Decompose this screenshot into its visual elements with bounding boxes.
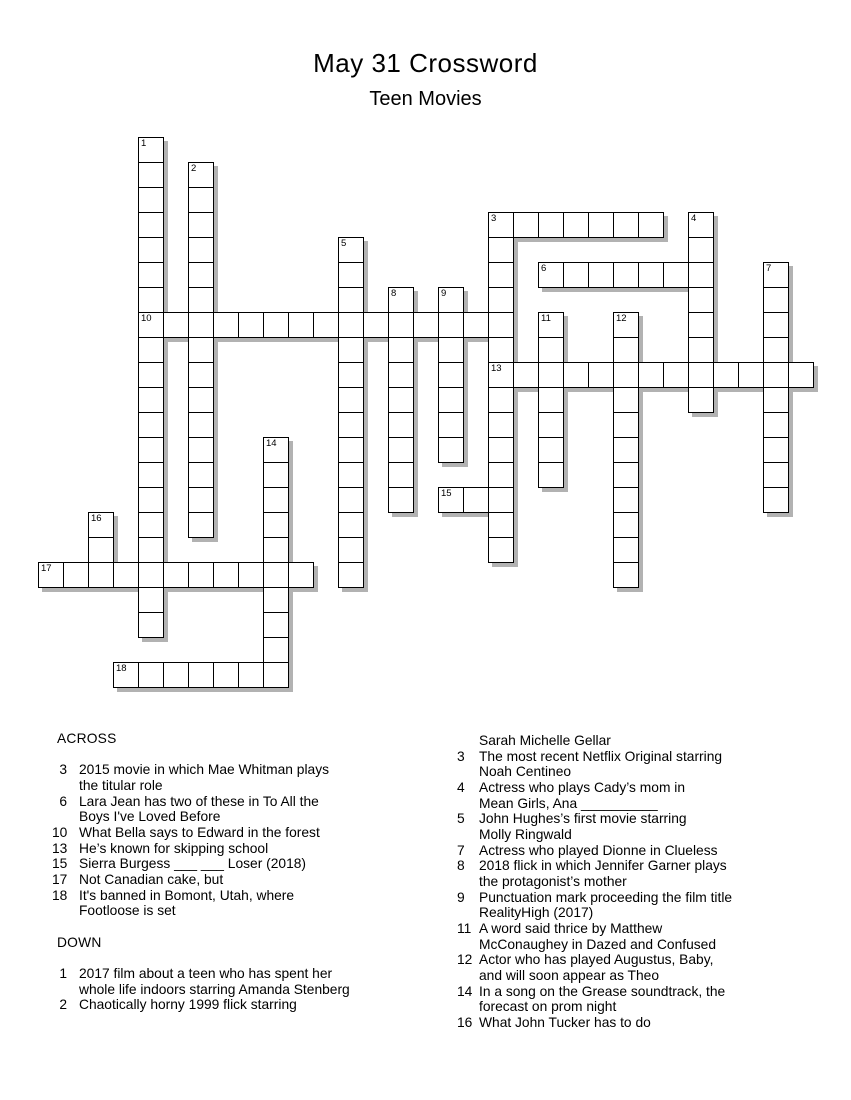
clue-text: Sarah Michelle Gellar <box>479 733 611 748</box>
word-11-down[interactable] <box>538 312 564 488</box>
page-subtitle: Teen Movies <box>369 88 482 110</box>
cell-number-16: 16 <box>91 513 102 524</box>
clue-text: forecast on prom night <box>479 999 617 1015</box>
word-2-down[interactable] <box>188 162 214 538</box>
clue-text: the protagonist’s mother <box>479 873 627 889</box>
clue-line <box>457 749 722 764</box>
clue-text: Boys I've Loved Before <box>79 809 221 825</box>
clue-text: RealityHigh (2017) <box>479 905 594 921</box>
clue-text: A word said thrice by Matthew <box>479 920 663 936</box>
word-3-across[interactable] <box>488 212 664 238</box>
clue-line <box>457 874 627 889</box>
clue-text: 2018 flick in which Jennifer Garner plays <box>479 858 727 874</box>
clue-number: 17 <box>52 871 68 887</box>
clue-line <box>457 937 716 952</box>
clue-number: 11 <box>457 920 472 936</box>
clue-line <box>457 984 725 999</box>
clue-number: 15 <box>52 856 68 872</box>
clue-text: Noah Centineo <box>479 764 572 780</box>
clue-line <box>52 778 163 793</box>
clue-number: 10 <box>52 824 68 840</box>
cell-number-4: 4 <box>691 213 697 224</box>
clue-line <box>52 997 297 1012</box>
cell-number-5: 5 <box>341 238 347 249</box>
clue-line <box>457 921 662 936</box>
word-18-across[interactable] <box>113 662 289 688</box>
clue-line <box>52 762 329 777</box>
clue-line <box>457 780 685 795</box>
clue-text: He’s known for skipping school <box>79 840 269 856</box>
cell-number-6: 6 <box>541 263 547 274</box>
clue-line <box>457 999 616 1014</box>
clue-line <box>457 764 571 779</box>
clue-text: whole life indoors starring Amanda Stenberg <box>79 981 350 997</box>
clue-text: McConaughey in Dazed and Confused <box>479 936 716 952</box>
clue-line <box>52 825 320 840</box>
clue-number: 5 <box>457 811 465 827</box>
clue-text: the titular role <box>79 777 163 793</box>
clue-line <box>52 794 319 809</box>
clue-number: 7 <box>457 842 465 858</box>
clue-line <box>52 903 176 918</box>
clue-line <box>457 811 687 826</box>
cell-number-8: 8 <box>391 288 397 299</box>
cell-number-18: 18 <box>116 663 127 674</box>
cell-number-14: 14 <box>266 438 277 449</box>
cell-number-2: 2 <box>191 163 197 174</box>
clue-line <box>52 872 223 887</box>
clue-section-header: DOWN <box>57 934 102 950</box>
clue-text: John Hughes’s first movie starring <box>479 811 687 827</box>
clue-text: The most recent Netflix Original starring <box>479 748 723 764</box>
word-10-across[interactable] <box>138 312 514 338</box>
clue-text: Mean Girls, Ana __________ <box>479 795 658 811</box>
clue-number: 12 <box>457 952 473 968</box>
word-12-down[interactable] <box>613 312 639 588</box>
clue-text: In a song on the Grease soundtrack, the <box>479 983 726 999</box>
clue-line <box>457 843 718 858</box>
clue-text: Footloose is set <box>79 903 176 919</box>
word-5-down[interactable] <box>338 237 364 588</box>
cell-number-12: 12 <box>616 313 627 324</box>
clue-line <box>52 982 350 997</box>
cell-number-11: 11 <box>541 313 551 324</box>
clue-text: Punctuation mark proceeding the film title <box>479 889 733 905</box>
clue-text: and will soon appear as Theo <box>479 967 659 983</box>
clue-number: 14 <box>457 983 473 999</box>
clue-number: 2 <box>59 997 67 1013</box>
cell-number-17: 17 <box>41 563 52 574</box>
clue-text: Not Canadian cake, but <box>79 871 224 887</box>
clue-number: 3 <box>457 748 465 764</box>
clue-number: 13 <box>52 840 68 856</box>
clue-line <box>457 890 732 905</box>
clue-line <box>457 1015 651 1030</box>
clue-text: Molly Ringwald <box>479 826 572 842</box>
clue-line <box>52 888 294 903</box>
cell-number-15: 15 <box>441 488 452 499</box>
clue-text: What Bella says to Edward in the forest <box>79 824 320 840</box>
clue-line <box>457 733 611 748</box>
clue-line <box>52 841 268 856</box>
clue-text: It's banned in Bomont, Utah, where <box>79 887 295 903</box>
cell-number-13: 13 <box>491 363 502 374</box>
clue-number: 3 <box>59 762 67 778</box>
clue-line <box>457 858 727 873</box>
clue-line <box>457 827 572 842</box>
word-13-across[interactable] <box>488 362 814 388</box>
clue-text: Lara Jean has two of these in To All the <box>79 793 319 809</box>
word-17-across[interactable] <box>38 562 314 588</box>
clue-line <box>52 856 306 871</box>
cell-number-3: 3 <box>491 213 497 224</box>
clue-text: 2017 film about a teen who has spent her <box>79 965 333 981</box>
clue-number: 16 <box>457 1014 473 1030</box>
clue-line <box>457 905 593 920</box>
clue-text: 2015 movie in which Mae Whitman plays <box>79 762 329 778</box>
cell-number-9: 9 <box>441 288 447 299</box>
clue-line <box>457 968 659 983</box>
clue-line <box>52 966 332 981</box>
clue-line <box>52 809 220 824</box>
cell-number-10: 10 <box>141 313 152 324</box>
clue-number: 4 <box>457 779 465 795</box>
clue-text: What John Tucker has to do <box>479 1014 651 1030</box>
clue-line <box>457 796 658 811</box>
clue-number: 1 <box>59 965 67 981</box>
cell-number-1: 1 <box>141 138 147 149</box>
clue-text: Actress who plays Cady’s mom in <box>479 779 686 795</box>
clue-number: 6 <box>59 793 67 809</box>
clue-text: Actress who played Dionne in Clueless <box>479 842 718 858</box>
clue-section-header: ACROSS <box>57 731 117 746</box>
clue-text: Actor who has played Augustus, Baby, <box>479 952 714 968</box>
cell-number-7: 7 <box>766 263 772 274</box>
clue-line <box>457 952 713 967</box>
word-6-across[interactable] <box>538 262 714 288</box>
page-title: May 31 Crossword <box>313 48 538 78</box>
clue-number: 18 <box>52 887 68 903</box>
clue-text: Sierra Burgess ___ ___ Loser (2018) <box>79 856 307 872</box>
clue-number: 9 <box>457 889 465 905</box>
clue-number: 8 <box>457 858 465 874</box>
clue-text: Chaotically horny 1999 flick starring <box>79 997 297 1013</box>
